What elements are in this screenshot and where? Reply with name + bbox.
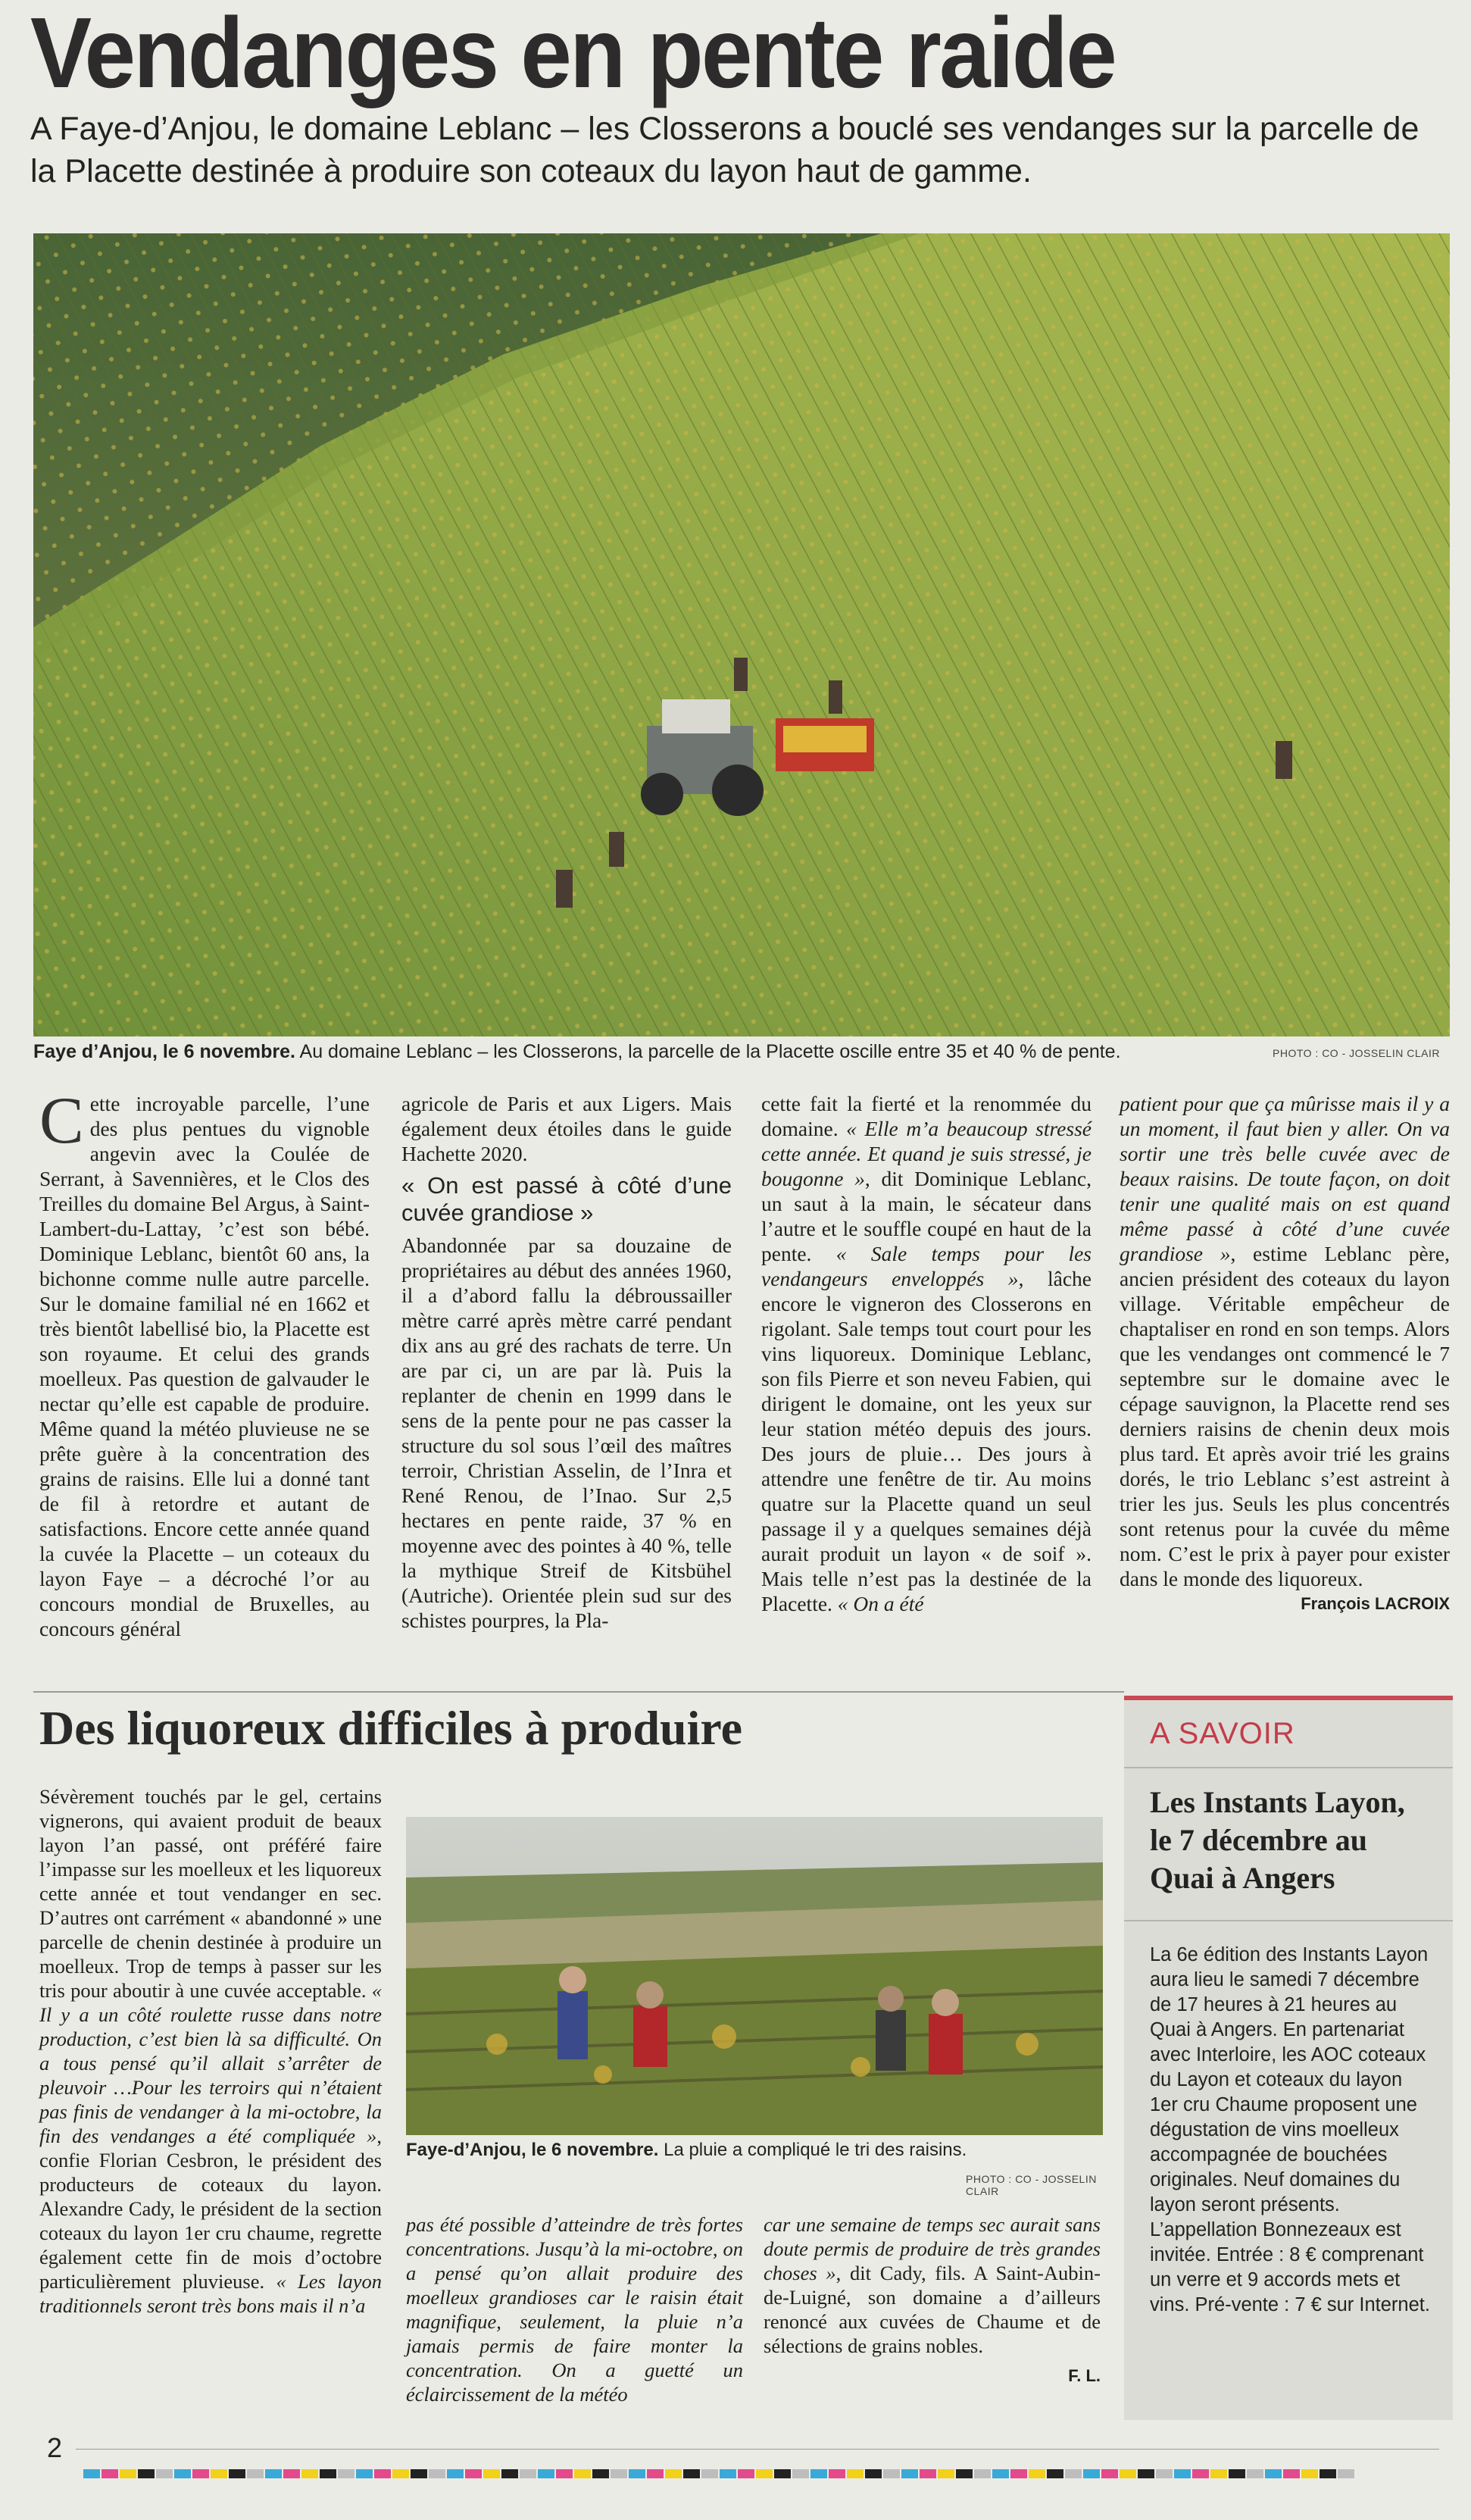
second-column-1 xyxy=(39,1784,382,2318)
article-standfirst: A Faye-d’Anjou, le domaine Leblanc – les Closserons a bouclé ses vendanges sur la parcelle de la Placette destinée à produire son coteaux du layon haut de gamme. xyxy=(30,111,1419,189)
article-intertitle: « On est passé à côté d’une cuvée grandiose » xyxy=(401,1172,732,1226)
harvest-caption-place: Faye-d’Anjou, le 6 novembre. xyxy=(406,2140,659,2160)
col1-text: ette incroyable parcelle, l’une des plus pentues du vignoble angevin avec la Coulée de Serrant, à Savennières, et le Clos des Treilles du domaine Bel Argus, à Saint-Lambert-du-Lattay, ’c’est son bébé. Dominique Leblanc, bientôt 60 ans, la bichonne comme nulle autre parcelle. Sur le domaine familial né en 1662 et très bientôt labellisé bio, la Placette est son royaume. Et celui des grands moelleux. Pas question de galvauder le nectar qu’elle est capable de produire. Même quand la météo pluvieuse ne se prête guère à la concentration des grains de raisins. Elle lui a donné tant de fil à retordre et autant de satisfactions. Encore cette année quand la cuvée la Placette – un coteaux du layon Faye – a décroché l’or au concours mondial de Bruxelles, au concours général xyxy=(39,1092,370,1640)
caption-place: Faye d’Anjou, le 6 novembre. xyxy=(33,1041,295,1062)
harvest-photo-credit: PHOTO : CO - JOSSELIN CLAIR xyxy=(966,2173,1097,2197)
second-col1-text-a: Sévèrement touchés par le gel, certains vignerons, qui avaient produit de beaux layon l’an passé, ont préféré faire l’impasse sur les moelleux et les liquoreux cette année et tout vendanger en sec. D’autres ont carrément « abandonné » une parcelle de chenin destinée à produire un moelleux. Trop de temps à passer sur les tris pour aboutir à une cuvée acceptable. xyxy=(39,1785,382,2002)
col2-text-a: agricole de Paris et aux Ligers. Mais également deux étoiles dans le guide Hachette 2020. xyxy=(401,1092,732,1165)
col4-text: , estime Leblanc père, ancien président des coteaux du layon village. Véritable empêcheur de chaptaliser en rond en son temps. Alors que les vendanges ont commencé le 7 septembre sur le domaine avec le cépage sauvignon, la Placette rend ses derniers raisins de chenin deux mois plus tard. Et après avoir trié les grains dorés, le trio Leblanc s’est astreint à trier les jus. Seuls les plus concentrés sont retenus pour la cuvée du même nom. C’est le prix à payer pour exister dans le monde des liquoreux. xyxy=(1120,1242,1450,1590)
col3-quote-2: « Sale temps pour les vendangeurs enveloppés » xyxy=(761,1242,1092,1290)
col3-quote-1: « Elle m’a beaucoup stressé cette année. Et quand je suis stressé, je bougonne » xyxy=(761,1117,1092,1190)
col3-text-b: , dit Dominique Leblanc, un saut à la main, le sécateur dans l’autre et le souffle coupé en haut de la pente. xyxy=(761,1167,1092,1265)
harvest-photo-caption xyxy=(406,2138,1103,2162)
print-color-bar xyxy=(83,2468,1432,2482)
second-col3-quote: car une semaine de temps sec aurait sans doute permis de produire de très grandes choses » xyxy=(764,2213,1101,2284)
second-col1-quote-2: « Les layon traditionnels seront très bons mais il n’a xyxy=(39,2270,383,2317)
second-col1-text-b: , confie Florian Cesbron, le président des producteurs de coteaux du layon. Alexandre Cady, le président de la section coteaux du layon 1er cru chaume, regrette également cette fin de mois d’octobre particulièrement pluvieuse. xyxy=(39,2124,382,2293)
col3-quote-3: « On a été xyxy=(837,1592,924,1615)
article-signature: François LACROIX xyxy=(1301,1594,1450,1613)
section-divider xyxy=(33,1691,1124,1693)
box-divider xyxy=(1124,1767,1453,1768)
article-headline: Vendanges en pente raide xyxy=(30,0,1116,108)
article-column-4 xyxy=(1120,1091,1450,1616)
second-column-2 xyxy=(406,2212,743,2406)
second-col3-text: , dit Cady, fils. A Saint-Aubin-de-Luigné, son domaine a d’ailleurs renoncé aux cuvées de Chaume et de sélections de grains nobles. xyxy=(764,2262,1101,2357)
dropcap: C xyxy=(39,1084,84,1158)
col4-quote: patient pour que ça mûrisse mais il y a un moment, il faut bien y aller. On va sortir une très belle cuvée avec de beaux raisins. De toute façon, on doit tenir une qualité mais on est quand même passé à côté d’une cuvée grandiose » xyxy=(1120,1092,1450,1265)
second-col1-quote: « Il y a un côté roulette russe dans notre production, c’est bien là sa difficulté. On a tous pensé qu’il allait s’arrêter de pleuvoir …Pour les terroirs qui n’étaient pas finis de vendanger à la mi-octobre, la fin des vendanges a été compliquée » xyxy=(39,1979,383,2147)
harvest-photo xyxy=(406,1817,1103,2135)
col2-text-b: Abandonnée par sa douzaine de propriétaires au début des années 1960, il a d’abord fallu la débroussailler mètre carré après mètre carré pendant dix ans au gré des rachats de terre. Un are par ci, un are par là. Puis la replanter de chenin en 1999 dans le sens de la pente pour ne pas casser la structure du sol sous l’œil des maîtres terroir, Christian Asselin, de l’Inra et René Renou, de l’Inao. Sur 2,5 hectares en pente raide, 37 % en moyenne avec des pointes à 40 %, telle la mythique Streif de Kitsbühel (Autriche). Orientée plein sud sur des schistes pourpres, la Pla- xyxy=(401,1233,732,1632)
second-article-headline: Des liquoreux difficiles à produire xyxy=(39,1701,743,1755)
main-photo-caption xyxy=(33,1040,1245,1064)
article-column-1 xyxy=(39,1084,370,1641)
harvest-caption-text: La pluie a compliqué le tri des raisins. xyxy=(664,2140,967,2160)
second-column-3 xyxy=(764,2212,1101,2388)
col3-text-c: , lâche encore le vigneron des Closserons en rigolant. Sale temps tout court pour les vins liquoreux. Dominique Leblanc, son fils Pierre et son neveu Fabien, qui dirigent le domaine, ont les yeux sur leur station météo depuis des jours. Des jours de pluie… Des jours à attendre une fenêtre de tir. Au moins quatre sur la Placette quand un seul passage il y a quelques semaines déjà aurait produit un layon « de soif ». Mais telle n’est pas la destinée de la Placette. xyxy=(761,1267,1092,1615)
box-text: La 6e édition des Instants Layon aura lieu le samedi 7 décembre de 17 heures à 21 heures au Quai à Angers. En partenariat avec Interloire, les AOC coteaux du Layon et coteaux du layon 1er cru Chaume proposent une dégustation de vins moelleux accompagnée de bouchées originales. Neuf domaines du layon seront présents. L’appellation Bonnezeaux est invitée. Entrée : 8 € comprenant un verre et 9 accords mets et vins. Pré-vente : 7 € sur Internet. xyxy=(1150,1944,1430,2315)
box-title: Les Instants Layon, le 7 décembre au Quai à Angers xyxy=(1150,1785,1405,1895)
vineyard-photo xyxy=(33,233,1450,1036)
main-photo-credit: PHOTO : CO - JOSSELIN CLAIR xyxy=(1273,1047,1440,1059)
article-column-2 xyxy=(401,1091,732,1633)
page-number: 2 xyxy=(47,2432,63,2463)
box-kicker: A SAVOIR xyxy=(1150,1717,1295,1750)
second-signature: F. L. xyxy=(1068,2366,1101,2385)
article-column-3 xyxy=(761,1091,1092,1616)
a-savoir-box xyxy=(1124,1696,1453,2420)
box-divider-2 xyxy=(1124,1920,1453,1921)
caption-text: Au domaine Leblanc – les Closserons, la parcelle de la Placette oscille entre 35 et 40 % de pente. xyxy=(299,1041,1121,1062)
col3-text-a: cette fait la fierté et la renommée du domaine. xyxy=(761,1092,1092,1140)
footer-line xyxy=(76,2449,1439,2450)
second-col2-quote: pas été possible d’atteindre de très fortes concentrations. Jusqu’à la mi-octobre, on a pensé qu’on allait produire des moelleux grandioses car le raisin était magnifique, seulement, la pluie n’a jamais permis de faire monter la concentration. On a guetté un éclaircissement de la météo xyxy=(406,2213,743,2406)
